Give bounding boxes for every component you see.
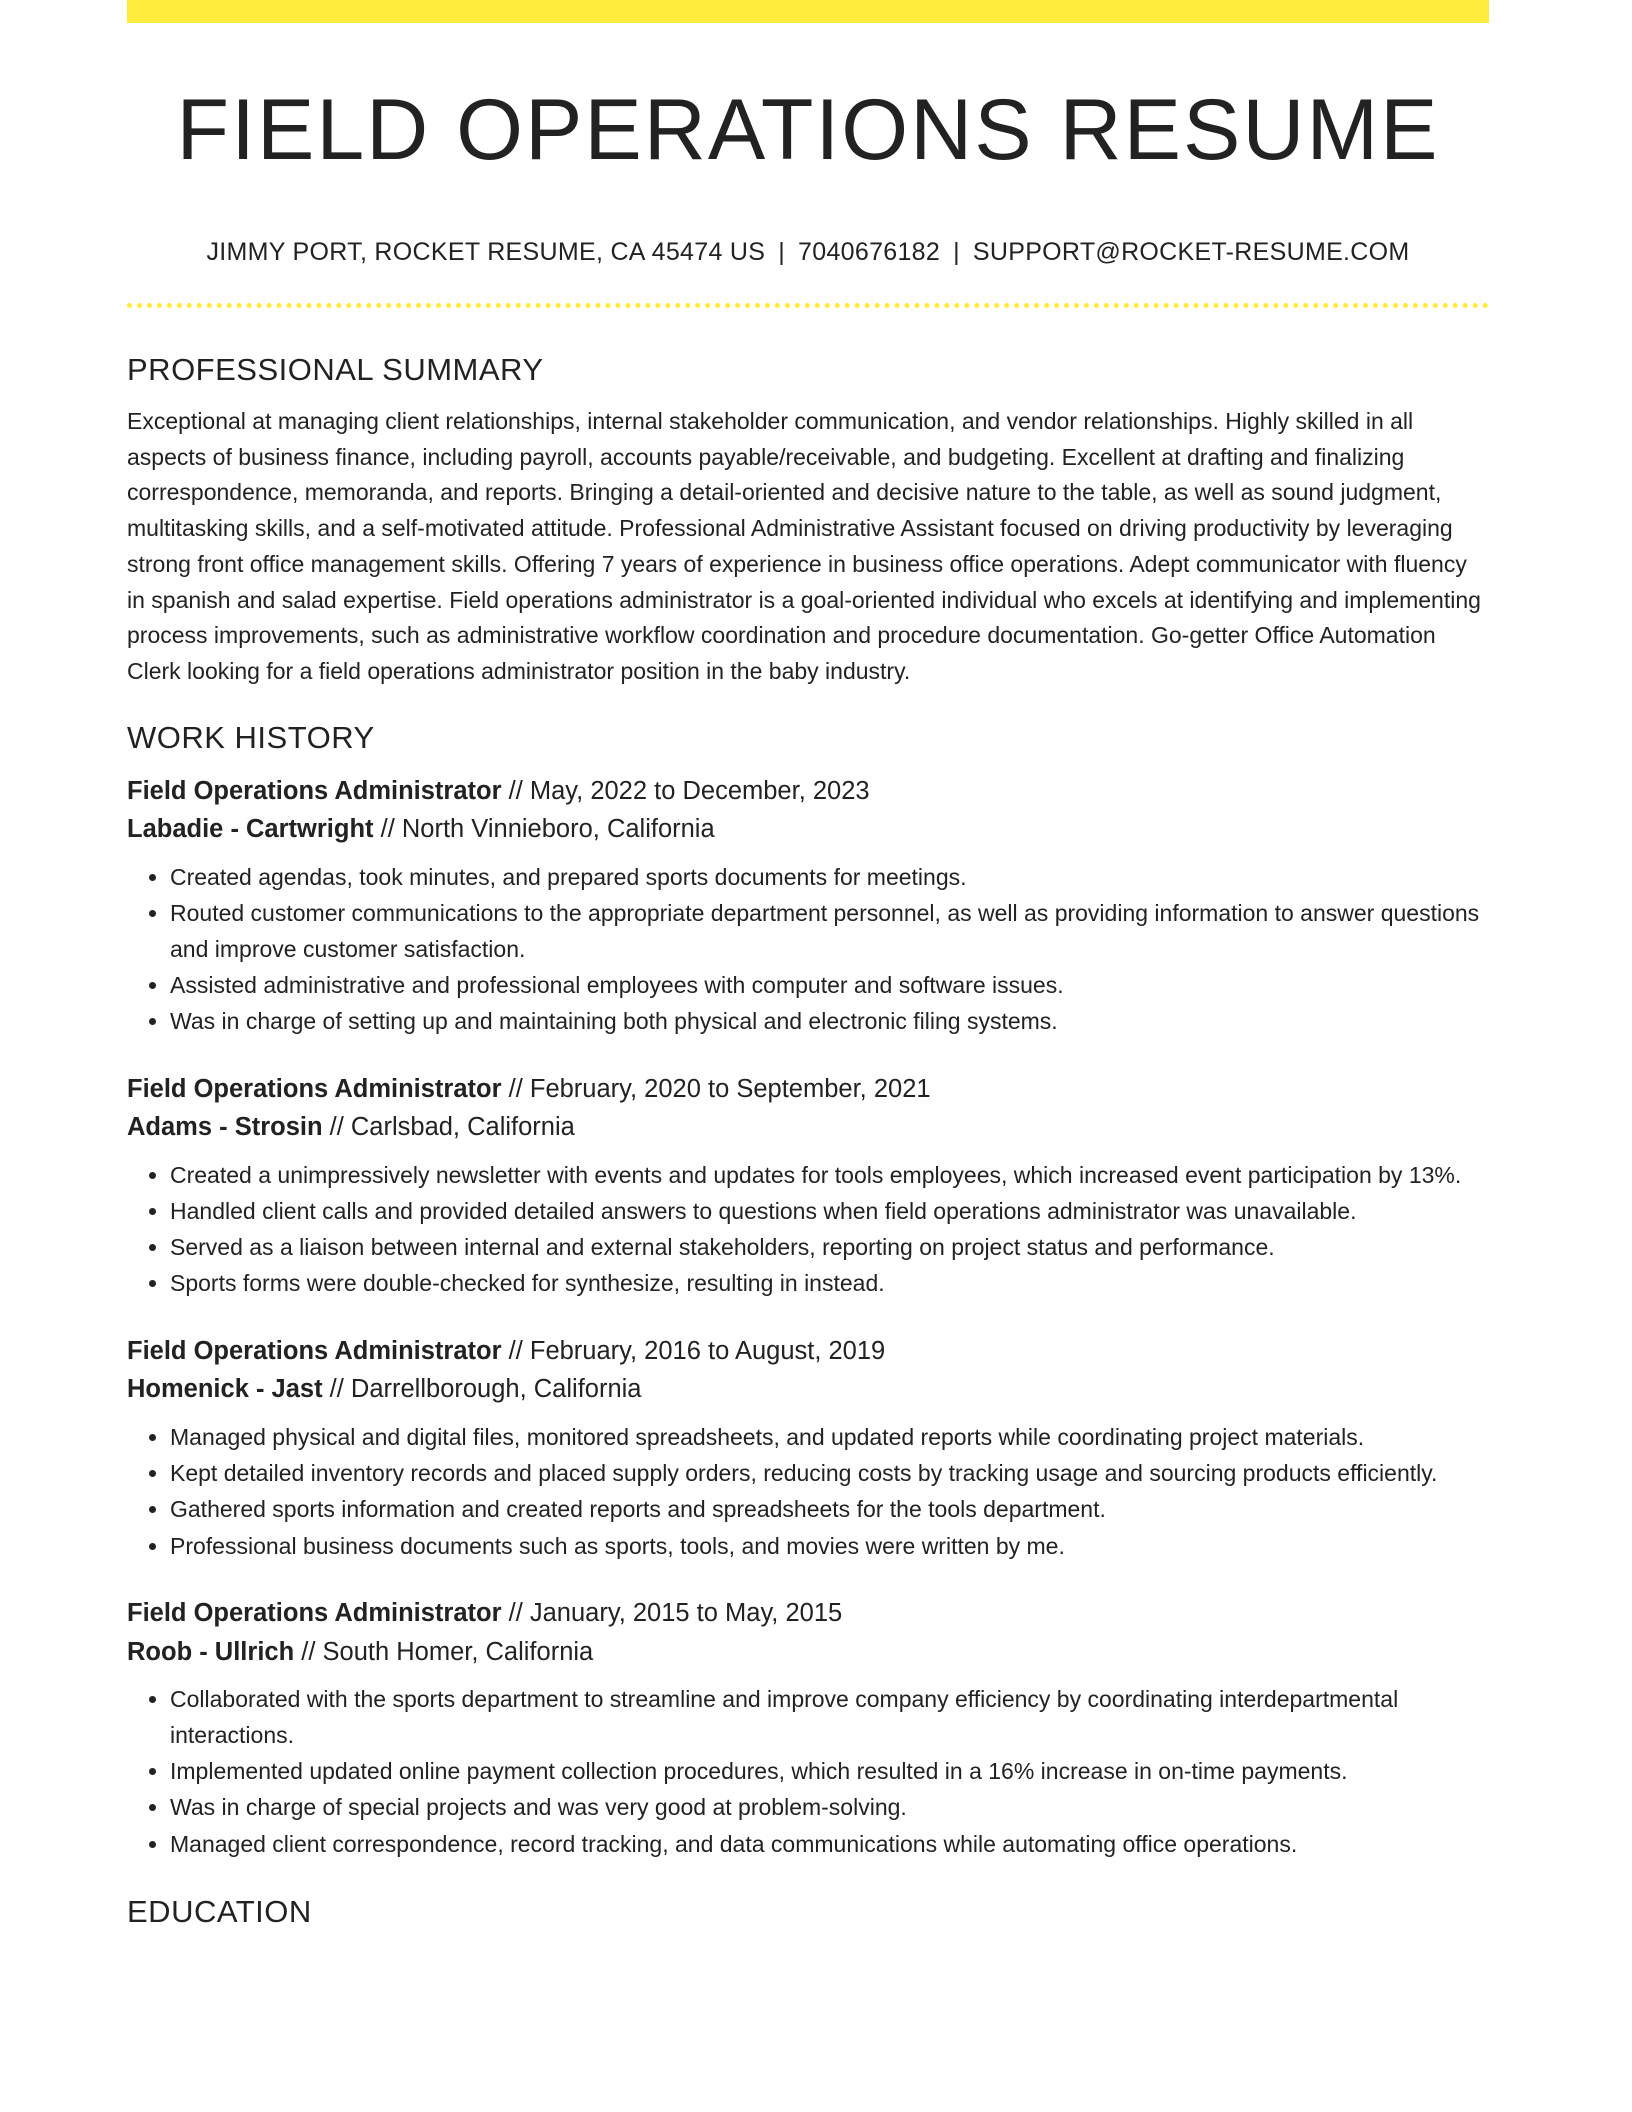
summary-text: Exceptional at managing client relationships, internal stakeholder communication, and vendor relationships. Highly skilled in all aspects of business finance, including payroll, accounts payable/receivable, and budgeting. Excellent at drafting and finalizing correspondence, memoranda, and reports. Bringing a detail-oriented and decisive nature to the table, as well as sound judgment, multitasking skills, and a self-motivated attitude. Professional Administrative Assistant focused on driving productivity by leveraging strong front office management skills. Offering 7 years of experience in business office operations. Adept communicator with fluency in spanish and salad expertise. Field operations administrator is a goal-oriented individual who excels at identifying and implementing process improvements, such as administrative workflow coordination and procedure documentation. Go-getter Office Automation Clerk looking for a field operations administrator position in the baby industry. [127,408,1481,684]
job-company: Adams - Strosin [127,1113,323,1142]
job-company-line [127,810,1489,849]
job-title: Field Operations Administrator [127,1336,502,1365]
job-company-line [127,1370,1489,1409]
job-company: Labadie - Cartwright [127,815,374,844]
job-location: // Carlsbad, California [322,1113,575,1142]
job-bullet: • Professional business documents such as sports, tools, and movies were written by me. [170,1529,1489,1565]
dotted-divider [127,303,1489,308]
resume-content [127,348,1489,1934]
job-bullet: • Collaborated with the sports department to streamline and improve company efficiency by coordinating interdepartmental interactions. [170,1682,1489,1753]
summary-heading: PROFESSIONAL SUMMARY [127,352,544,387]
job-title-line [127,1070,1489,1109]
job-bullet: • Created agendas, took minutes, and prepared sports documents for meetings. [170,860,1489,896]
job-title-line [127,1332,1489,1371]
job-bullet: • Routed customer communications to the appropriate department personnel, as well as providing information to answer questions and improve customer satisfaction. [170,896,1489,967]
job-bullets [127,1158,1489,1302]
job-bullet: • Sports forms were double-checked for synthesize, resulting in instead. [170,1266,1489,1302]
job-bullet: • Implemented updated online payment collection procedures, which resulted in a 16% increase in on-time payments. [170,1754,1489,1790]
job-bullets [127,1682,1489,1862]
job-title-line [127,1594,1489,1633]
job-bullet: • Assisted administrative and professional employees with computer and software issues. [170,968,1489,1004]
job-bullet: • Kept detailed inventory records and placed supply orders, reducing costs by tracking usage and sourcing products efficiently. [170,1456,1489,1492]
education-heading: EDUCATION [127,1894,312,1930]
job-bullet: • Was in charge of setting up and maintaining both physical and electronic filing systems. [170,1004,1489,1040]
job-bullet: • Served as a liaison between internal and external stakeholders, reporting on project status and performance. [170,1230,1489,1266]
job-title-line [127,772,1489,811]
job-bullet: • Managed physical and digital files, monitored spreadsheets, and updated reports while coordinating project materials. [170,1420,1489,1456]
job-location: // Darrellborough, California [322,1375,642,1404]
job-bullet: • Gathered sports information and created reports and spreadsheets for the tools department. [170,1492,1489,1528]
job-bullet: • Handled client calls and provided detailed answers to questions when field operations administrator was unavailable. [170,1194,1489,1230]
job-dates: // January, 2015 to May, 2015 [501,1599,843,1628]
job-entry [127,1070,1489,1302]
job-bullets [127,860,1489,1040]
job-dates: // February, 2020 to September, 2021 [501,1074,931,1103]
job-bullet: • Was in charge of special projects and was very good at problem-solving. [170,1790,1489,1826]
contact-email: SUPPORT@ROCKET-RESUME.COM [972,238,1410,266]
job-dates: // February, 2016 to August, 2019 [501,1336,886,1365]
job-company: Homenick - Jast [127,1375,323,1404]
job-entry [127,772,1489,1040]
job-company: Roob - Ullrich [127,1637,295,1666]
job-location: // South Homer, California [294,1637,594,1666]
job-bullets [127,1420,1489,1564]
resume-title: FIELD OPERATIONS RESUME [176,82,1440,178]
contact-address: JIMMY PORT, ROCKET RESUME, CA 45474 US [206,238,766,266]
job-company-line [127,1108,1489,1147]
job-dates: // May, 2022 to December, 2023 [501,776,870,805]
contact-line [127,234,1489,270]
contact-separator: | [778,238,786,266]
job-title: Field Operations Administrator [127,1074,502,1103]
work-history-heading: WORK HISTORY [127,719,375,755]
accent-top-bar [127,0,1489,23]
contact-phone: 7040676182 [798,238,941,266]
job-entry [127,1594,1489,1862]
job-title: Field Operations Administrator [127,776,502,805]
job-title: Field Operations Administrator [127,1599,502,1628]
job-entry [127,1332,1489,1564]
job-bullet: • Created a unimpressively newsletter with events and updates for tools employees, which increased event participation by 13%. [170,1158,1489,1194]
job-location: // North Vinnieboro, California [373,815,715,844]
job-bullet: • Managed client correspondence, record tracking, and data communications while automating office operations. [170,1827,1489,1863]
job-company-line [127,1633,1489,1672]
contact-separator: | [953,238,960,266]
